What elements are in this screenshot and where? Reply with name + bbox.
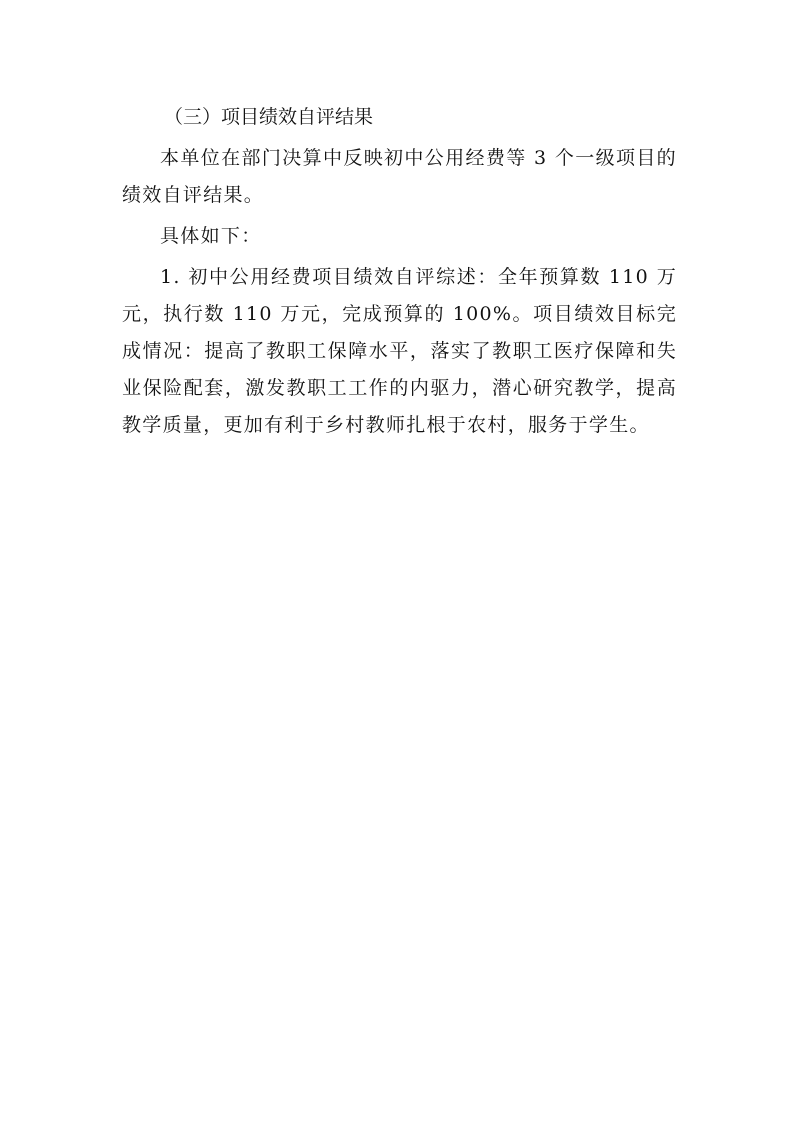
section-heading: （三）项目绩效自评结果 bbox=[164, 106, 374, 128]
document-body bbox=[122, 99, 677, 444]
intro-paragraph: 本单位在部门决算中反映初中公用经费等 3 个一级项目的绩效自评结果。 bbox=[122, 147, 677, 206]
details-lead-paragraph: 具体如下： bbox=[160, 225, 262, 247]
project-summary-paragraph: 1. 初中公用经费项目绩效自评综述：全年预算数 110 万元，执行数 110 万元，完成预算的 100%。项目绩效目标完成情况：提高了教职工保障水平，落实了教职工医疗保障和失业保险配套，激发教职工工作的内驱力，潜心研究教学，提高教学质量，更加有利于乡村教师扎根于农村，服务于学生。 bbox=[122, 266, 677, 436]
